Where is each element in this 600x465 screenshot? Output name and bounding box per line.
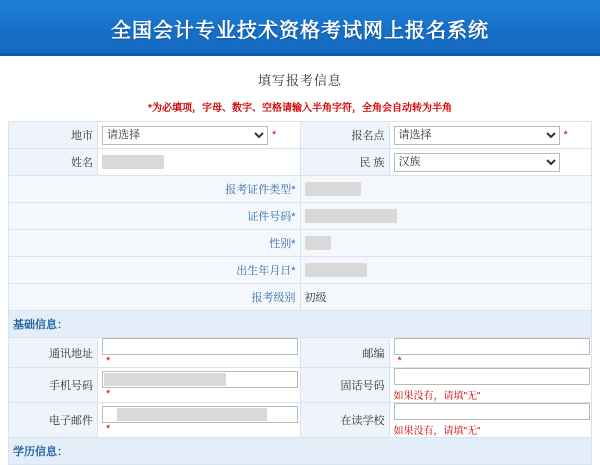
- level-value: 初级: [304, 292, 327, 304]
- name-value-masked: [102, 155, 164, 169]
- registration-form: [0, 121, 600, 465]
- nation-field-cell: [389, 149, 592, 176]
- site-required-mark: *: [563, 129, 568, 141]
- site-label: 报名点: [300, 122, 389, 149]
- mobile-required-mark: *: [106, 387, 111, 400]
- birth-value-masked: [305, 263, 367, 277]
- required-field-notice: *为必填项，字母、数字、空格请输入半角字符，全角会自动转为半角: [148, 103, 452, 114]
- postcode-required-mark: *: [397, 355, 402, 367]
- school-field-cell: [389, 403, 592, 438]
- table-row: [9, 203, 592, 230]
- birth-label: 出生年月日*: [9, 257, 301, 284]
- postcode-label: 邮编: [300, 338, 389, 368]
- cert-no-value-masked: [305, 209, 397, 223]
- page-title: 填写报考信息: [257, 73, 342, 88]
- cert-no-label: 证件号码*: [9, 203, 301, 230]
- table-row: [9, 438, 592, 465]
- table-row: [9, 368, 592, 403]
- cert-type-value-masked: [305, 182, 361, 196]
- email-field-cell: [98, 403, 301, 438]
- page-header-title: 全国会计专业技术资格考试网上报名系统: [111, 19, 489, 42]
- level-label: 报考级别: [9, 284, 301, 311]
- region-select[interactable]: [102, 126, 268, 145]
- table-row: [9, 338, 592, 368]
- birth-field-cell: [300, 257, 592, 284]
- mobile-field-cell: [98, 368, 301, 403]
- name-label: 姓名: [9, 149, 98, 176]
- email-required-mark: *: [106, 422, 111, 435]
- nation-select[interactable]: [394, 153, 560, 172]
- mobile-input[interactable]: [102, 371, 298, 388]
- address-required-mark: *: [106, 355, 111, 367]
- table-row: [9, 149, 592, 176]
- school-hint: 如果没有，请填"无": [393, 426, 481, 437]
- table-row: [9, 257, 592, 284]
- nation-label: 民 族: [300, 149, 389, 176]
- address-input[interactable]: [102, 338, 298, 355]
- school-input[interactable]: [394, 403, 590, 420]
- table-row: [9, 403, 592, 438]
- gender-label: 性别*: [9, 230, 301, 257]
- table-row: [9, 122, 592, 149]
- address-label: 通讯地址: [9, 338, 98, 368]
- postcode-field-cell: [389, 338, 592, 368]
- telephone-field-cell: [389, 368, 592, 403]
- site-field-cell: [389, 122, 592, 149]
- level-field-cell: [300, 284, 592, 311]
- form-table: [8, 121, 592, 465]
- telephone-hint: 如果没有，请填"无": [393, 391, 481, 402]
- region-label: 地市: [9, 122, 98, 149]
- site-select[interactable]: [394, 126, 560, 145]
- mobile-label: 手机号码: [9, 368, 98, 403]
- app-header: [0, 0, 600, 56]
- email-input[interactable]: [102, 406, 298, 423]
- region-required-mark: *: [272, 129, 277, 141]
- section-basic-info: 基础信息：: [9, 311, 592, 338]
- cert-no-field-cell: [300, 203, 592, 230]
- name-field-cell: [98, 149, 301, 176]
- gender-field-cell: [300, 230, 592, 257]
- address-field-cell: [98, 338, 301, 368]
- telephone-label: 固话号码: [300, 368, 389, 403]
- cert-type-field-cell: [300, 176, 592, 203]
- table-row: [9, 176, 592, 203]
- postcode-input[interactable]: [394, 338, 590, 355]
- gender-value-masked: [305, 236, 331, 250]
- cert-type-label: 报考证件类型*: [9, 176, 301, 203]
- email-label: 电子邮件: [9, 403, 98, 438]
- table-row: [9, 311, 592, 338]
- table-row: [9, 284, 592, 311]
- region-field-cell: [98, 122, 301, 149]
- section-education-info: 学历信息：: [9, 438, 592, 465]
- school-label: 在读学校: [300, 403, 389, 438]
- table-row: [9, 230, 592, 257]
- telephone-input[interactable]: [394, 368, 590, 385]
